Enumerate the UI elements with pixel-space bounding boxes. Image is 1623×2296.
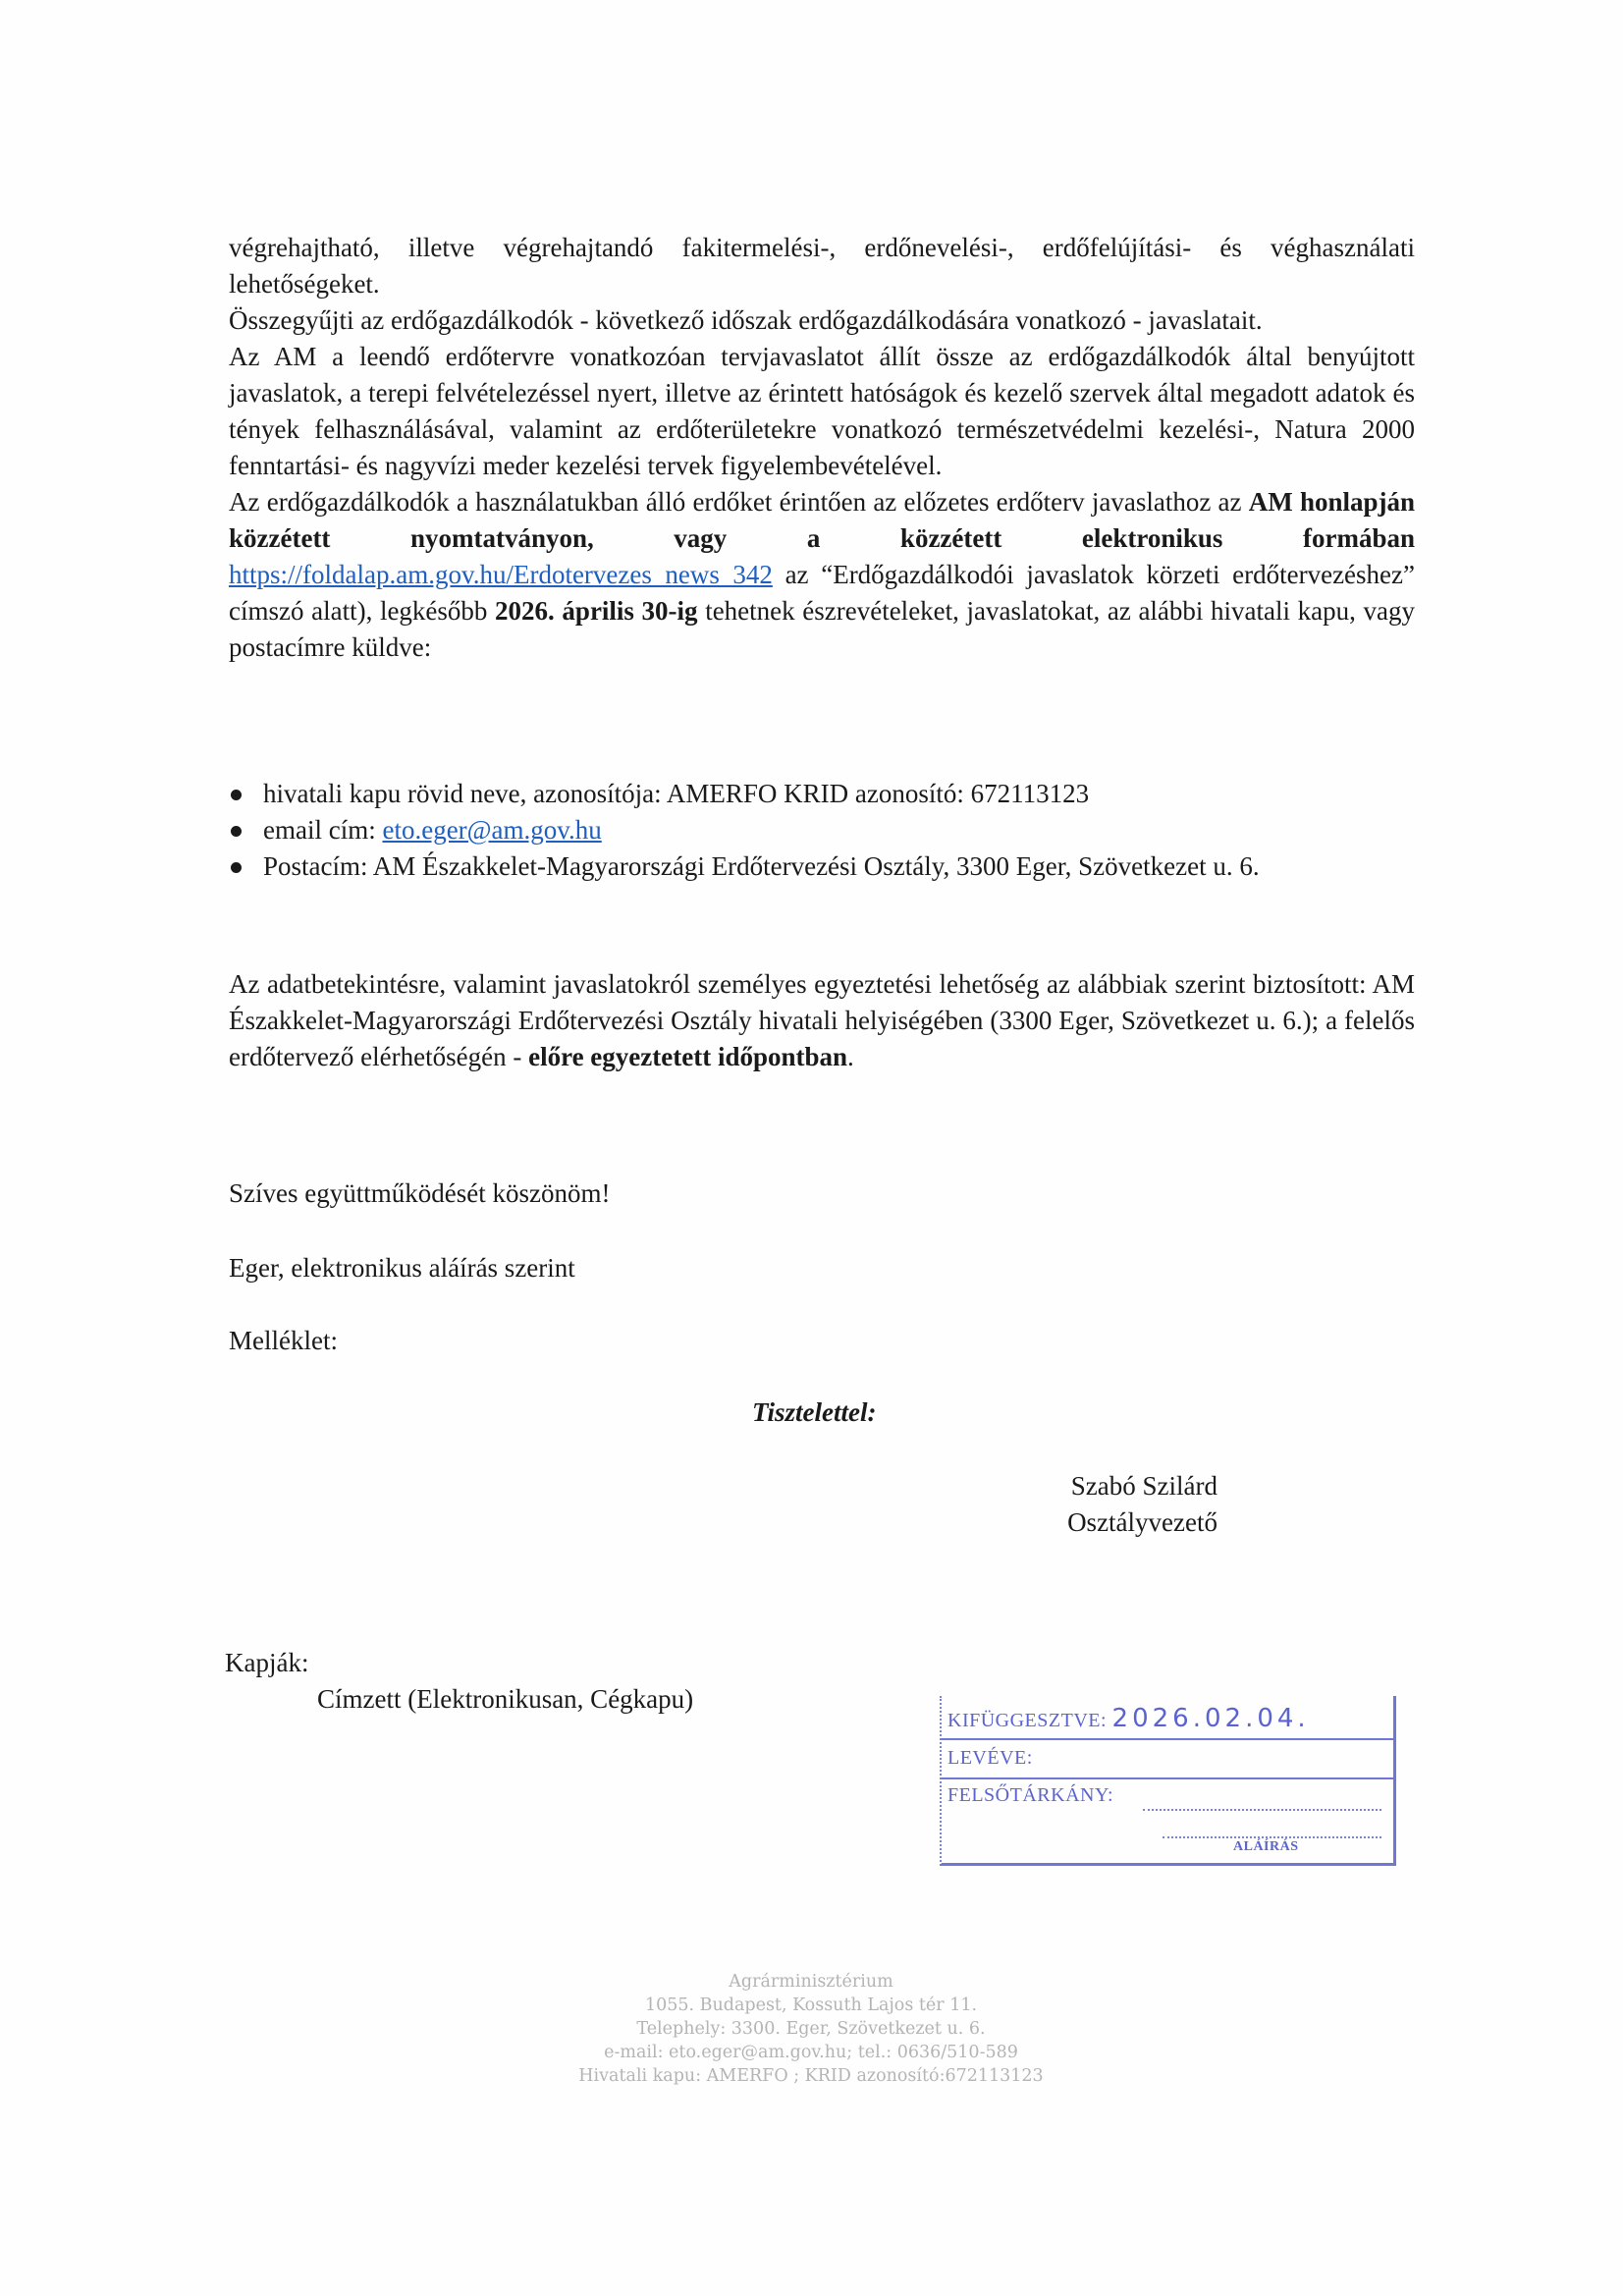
posting-stamp: [940, 1696, 1396, 1866]
footer-ministry: Agrárminisztérium: [729, 1972, 893, 1992]
stamp-location-line: [1143, 1809, 1381, 1811]
place-date-text: Eger, elektronikus aláírás szerint: [229, 1253, 575, 1283]
stamp-signature-label: ALÁÍRÁS: [1233, 1839, 1299, 1854]
list-item-email: email cím: eto.eger@am.gov.hu: [229, 812, 1415, 848]
stamp-posted-date: 2026.02.04.: [1111, 1704, 1310, 1733]
footer-address: 1055. Budapest, Kossuth Lajos tér 11.: [644, 1995, 978, 2015]
attachment-label: Melléklet:: [229, 1326, 338, 1355]
stamp-signature-line: [1163, 1836, 1381, 1838]
stamp-divider: [942, 1777, 1393, 1779]
signer-name: Szabó Szilárd: [1070, 1471, 1217, 1501]
contact-list: [229, 776, 1415, 885]
stamp-removed-label: LEVÉVE:: [947, 1747, 1033, 1769]
foldalap-news-link[interactable]: https://foldalap.am.gov.hu/Erdotervezes_news_342: [229, 560, 773, 589]
bullet-icon: [231, 790, 242, 800]
body-text-top: [229, 230, 1415, 666]
footer-contact: e-mail: eto.eger@am.gov.hu; tel.: 0636/510-589: [604, 2043, 1018, 2062]
paragraph-submission-instructions: Az erdőgazdálkodók a használatukban álló erdőket érintően az előzetes erdőterv javaslathoz az AM honlapján közzétett nyomtatványon, vagy a közzétett elektronikus formában https://foldalap.am.gov.hu/Erdotervezes_news_342 az “Erdőgazdálkodói javaslatok körzeti erdőtervezéshez” címszó alatt), legkésőbb 2026. április 30-ig tehetnek észrevételeket, javaslatokat, az alábbi hivatali kapu, vagy postacímre küldve:: [229, 487, 1415, 662]
stamp-location-label: FELSŐTÁRKÁNY:: [947, 1784, 1114, 1806]
bullet-icon: [231, 826, 242, 837]
bullet-icon: [231, 862, 242, 873]
paragraph-harvest-options: végrehajtható, illetve végrehajtandó fakitermelési-, erdőnevelési-, erdőfelújítási- és véghasználati lehetőségeket.: [229, 233, 1415, 299]
list-item-gateway: hivatali kapu rövid neve, azonosítója: AMERFO KRID azonosító: 672113123: [229, 776, 1415, 812]
paragraph-collects-proposals: Összegyűjti az erdőgazdálkodók - következő időszak erdőgazdálkodására vonatkozó - javaslatait.: [229, 305, 1263, 335]
footer-gateway: Hivatali kapu: AMERFO ; KRID azonosító:672113123: [578, 2066, 1044, 2086]
closing-text: Szíves együttműködését köszönöm!: [229, 1178, 611, 1208]
footer-site: Telephely: 3300. Eger, Szövetkezet u. 6.: [636, 2019, 986, 2039]
recipient-text: Címzett (Elektronikusan, Cégkapu): [317, 1684, 694, 1714]
paragraph-plan-proposal: Az AM a leendő erdőtervre vonatkozóan tervjavaslatot állít össze az erdőgazdálkodók által benyújtott javaslatok, a terepi felvételezéssel nyert, illetve az érintett hatóságok és kezelő szervek által megadott adatok és tények felhasználásával, valamint az erdőterületekre vonatkozó természetvédelmi kezelési-, Natura 2000 fenntartási- és nagyvízi meder kezelési tervek figyelembevételével.: [229, 342, 1415, 480]
list-item-postal-address: Postacím: AM Északkelet-Magyarországi Erdőtervezési Osztály, 3300 Eger, Szövetkezet u. 6.: [229, 848, 1415, 885]
recipients-label: Kapják:: [225, 1648, 309, 1677]
stamp-posted-row: KIFÜGGESZTVE: 2026.02.04.: [947, 1704, 1310, 1733]
bold-form-notice: AM honlapján közzétett nyomtatványon, vagy a közzétett elektronikus formában: [229, 487, 1415, 553]
stamp-divider: [942, 1738, 1393, 1740]
email-link[interactable]: eto.eger@am.gov.hu: [382, 815, 602, 845]
letterhead-footer: [516, 1970, 1106, 2088]
bold-deadline: 2026. április 30-ig: [495, 596, 698, 626]
signer-title: Osztályvezető: [1067, 1507, 1217, 1537]
regards-text: Tisztelettel:: [752, 1397, 877, 1427]
bold-appointment: előre egyeztetett időpontban: [528, 1042, 848, 1071]
paragraph-consultation: Az adatbetekintésre, valamint javaslatokról személyes egyeztetési lehetőség az alábbiak szerint biztosított: AM Északkelet-Magyarországi Erdőtervezési Osztály hivatali helyiségében (3300 Eger, Szövetkezet u. 6.); a felelős erdőtervező elérhetőségén - előre egyeztetett időpontban.: [229, 969, 1415, 1071]
